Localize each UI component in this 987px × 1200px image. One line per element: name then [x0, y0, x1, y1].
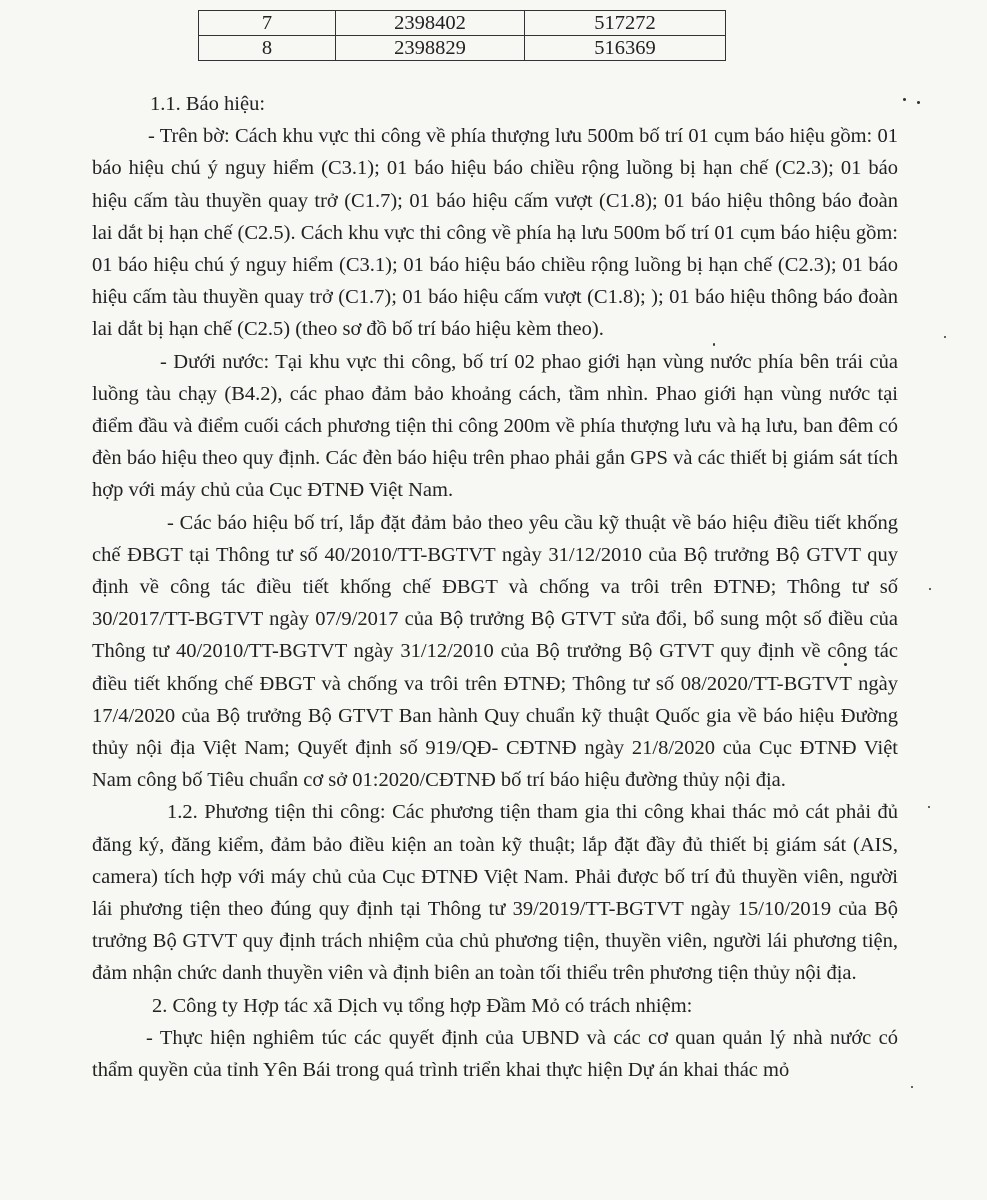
table-row — [199, 36, 726, 61]
paragraph-regulations: - Các báo hiệu bố trí, lắp đặt đảm bảo theo yêu cầu kỹ thuật về báo hiệu điều tiết khống chế ĐBGT tại Thông tư số 40/2010/TT-BGTVT ngày 31/12/2010 của Bộ trưởng Bộ GTVT quy định về công tác điều tiết khống chế ĐBGT và chống va trôi trên ĐTNĐ; Thông tư số 30/2017/TT-BGTVT ngày 07/9/2017 của Bộ trưởng Bộ GTVT sửa đổi, bổ sung một số điều của Thông tư 40/2010/TT-BGTVT ngày 31/12/2010 của Bộ trưởng Bộ GTVT quy định về công tác điều tiết khống chế ĐBGT và chống va trôi trên ĐTNĐ; Thông tư số 08/2020/TT-BGTVT ngày 17/4/2020 của Bộ trưởng Bộ GTVT Ban hành Quy chuẩn kỹ thuật Quốc gia về báo hiệu Đường thủy nội địa Việt Nam; Quyết định số 919/QĐ- CĐTNĐ ngày 21/8/2020 của Cục ĐTNĐ Việt Nam công bố Tiêu chuẩn cơ sở 01:2020/CĐTNĐ bố trí báo hiệu đường thủy nội địa. — [92, 511, 898, 792]
scan-speck — [917, 101, 920, 104]
section-heading-company: 2. Công ty Hợp tác xã Dịch vụ tổng hợp Đầm Mỏ có trách nhiệm: — [152, 994, 693, 1017]
table-cell-y: 517272 — [525, 11, 726, 36]
body-text — [92, 88, 898, 1086]
scan-speck — [928, 806, 930, 808]
table-cell-point: 7 — [199, 11, 336, 36]
paragraph-underwater-buoys: - Dưới nước: Tại khu vực thi công, bố trí 02 phao giới hạn vùng nước phía bên trái của luồng tàu chạy (B4.2), các phao đảm bảo khoảng cách, tầm nhìn. Phao giới hạn vùng nước tại điểm đầu và điểm cuối cách phương tiện thi công 200m về phía thượng lưu và hạ lưu, ban đêm có đèn báo hiệu theo quy định. Các đèn báo hiệu trên phao phải gắn GPS và các thiết bị giám sát tích hợp với máy chủ của Cục ĐTNĐ Việt Nam. — [92, 350, 898, 502]
scan-speck — [944, 336, 946, 338]
coordinates-table — [198, 10, 726, 61]
table-cell-y: 516369 — [525, 36, 726, 61]
scan-speck — [713, 343, 715, 346]
paragraph-vessels: 1.2. Phương tiện thi công: Các phương tiện tham gia thi công khai thác mỏ cát phải đủ đăng ký, đăng kiểm, đảm bảo điều kiện an toàn kỹ thuật; lắp đặt đầy đủ thiết bị giám sát (AIS, camera) tích hợp với máy chủ của Cục ĐTNĐ Việt Nam. Phải được bố trí đủ thuyền viên, người lái phương tiện theo đúng quy định tại Thông tư 39/2019/TT-BGTVT ngày 15/10/2019 của Bộ trưởng Bộ GTVT quy định trách nhiệm của chủ phương tiện, thuyền viên, người lái phương tiện, đảm nhận chức danh thuyền viên và định biên an toàn tối thiểu trên phương tiện thủy nội địa. — [92, 801, 898, 985]
scan-speck — [929, 588, 931, 590]
scan-speck — [903, 98, 906, 101]
table-cell-x: 2398829 — [336, 36, 525, 61]
table-cell-point: 8 — [199, 36, 336, 61]
section-heading-signals: 1.1. Báo hiệu: — [150, 93, 266, 115]
paragraph-onshore-signals: - Trên bờ: Cách khu vực thi công về phía thượng lưu 500m bố trí 01 cụm báo hiệu gồm: 01 báo hiệu chú ý nguy hiểm (C3.1); 01 báo hiệu báo chiều rộng luồng bị hạn chế (C2.3); 01 báo hiệu cấm tàu thuyền quay trở (C1.7); 01 báo hiệu cấm vượt (C1.8); 01 báo hiệu thông báo đoàn lai dắt bị hạn chế (C2.5). Cách khu vực thi công về phía hạ lưu 500m bố trí 01 cụm báo hiệu gồm: 01 báo hiệu chú ý nguy hiểm (C3.1); 01 báo hiệu báo chiều rộng luồng bị hạn chế (C2.3); 01 báo hiệu cấm tàu thuyền quay trở (C1.7); 01 báo hiệu cấm vượt (C1.8); ); 01 báo hiệu thông báo đoàn lai dắt bị hạn chế (C2.5) (theo sơ đồ bố trí báo hiệu kèm theo). — [92, 125, 898, 341]
scan-speck — [844, 663, 847, 666]
table-row — [199, 11, 726, 36]
paragraph-company-duties: - Thực hiện nghiêm túc các quyết định của UBND và các cơ quan quản lý nhà nước có thẩm quyền của tỉnh Yên Bái trong quá trình triển khai thực hiện Dự án khai thác mỏ — [92, 1026, 898, 1082]
table-cell-x: 2398402 — [336, 11, 525, 36]
scan-speck — [911, 1086, 913, 1088]
